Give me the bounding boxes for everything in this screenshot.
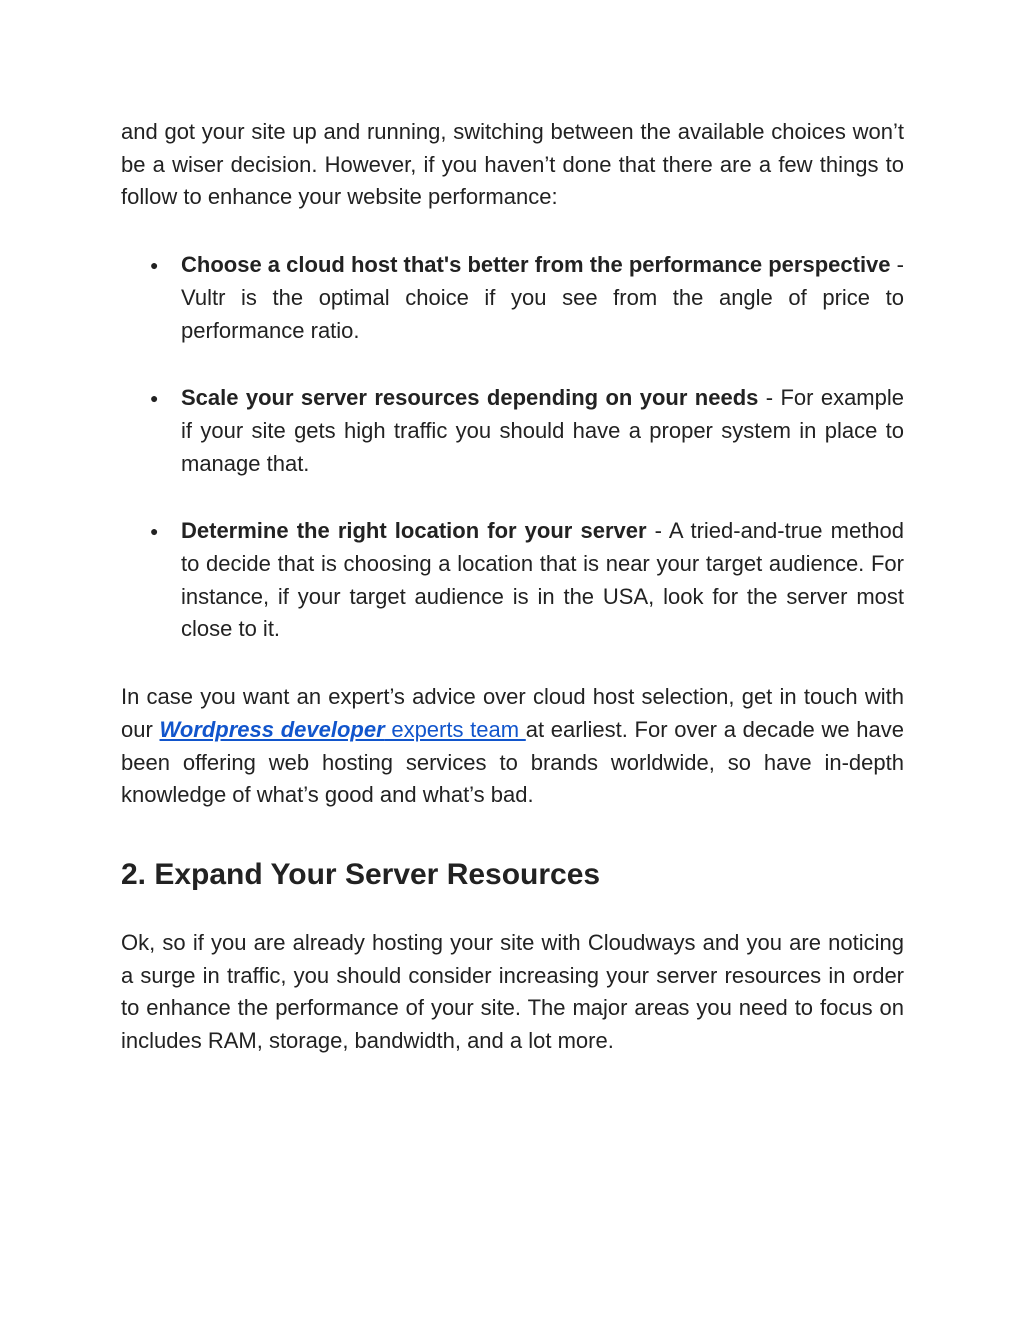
list-item-title: Choose a cloud host that's better from the performance perspective xyxy=(181,252,891,278)
section-heading: 2. Expand Your Server Resources xyxy=(121,857,601,891)
experts-team-link-text: experts team xyxy=(384,716,526,742)
list-item-text: - Vultr is the optimal choice if you see from the angle of price to performance ratio. xyxy=(181,252,904,343)
list-item xyxy=(121,515,904,646)
bullet-icon: ● xyxy=(150,523,159,540)
list-item-text: - A tried-and-true method to decide that is choosing a location that is near your target audience. For instance, if your target audience is in the USA, look for the server most close to it. xyxy=(181,518,905,642)
list-item-text: - For example if your site gets high traffic you should have a proper system in place to manage that. xyxy=(181,385,904,476)
wordpress-developer-link[interactable] xyxy=(160,717,526,742)
list-item xyxy=(121,382,904,480)
tips-list xyxy=(121,249,904,646)
list-item xyxy=(121,249,904,347)
contact-paragraph xyxy=(121,681,904,812)
contact-text-before: In case you want an expert’s advice over cloud host selection, get in touch with our xyxy=(121,684,904,742)
page-content xyxy=(121,116,904,1058)
intro-paragraph: and got your site up and running, switching between the available choices won’t be a wiser decision. However, if you haven’t done that there are a few things to follow to enhance your website performance: xyxy=(121,119,904,210)
bullet-icon: ● xyxy=(150,390,159,407)
list-item-title: Determine the right location for your server xyxy=(181,518,647,544)
bullet-icon: ● xyxy=(150,257,159,274)
contact-text-after: at earliest. For over a decade we have been offering web hosting services to brands worldwide, so have in-depth knowledge of what’s good and what’s bad. xyxy=(121,716,904,808)
list-item-title: Scale your server resources depending on your needs xyxy=(181,385,759,411)
wordpress-developer-link-strong: Wordpress developer xyxy=(159,716,385,742)
section-paragraph: Ok, so if you are already hosting your site with Cloudways and you are noticing a surge in traffic, you should consider increasing your server resources in order to enhance the performance of your site. The major areas you need to focus on includes RAM, storage, bandwidth, and a lot more. xyxy=(121,929,904,1054)
